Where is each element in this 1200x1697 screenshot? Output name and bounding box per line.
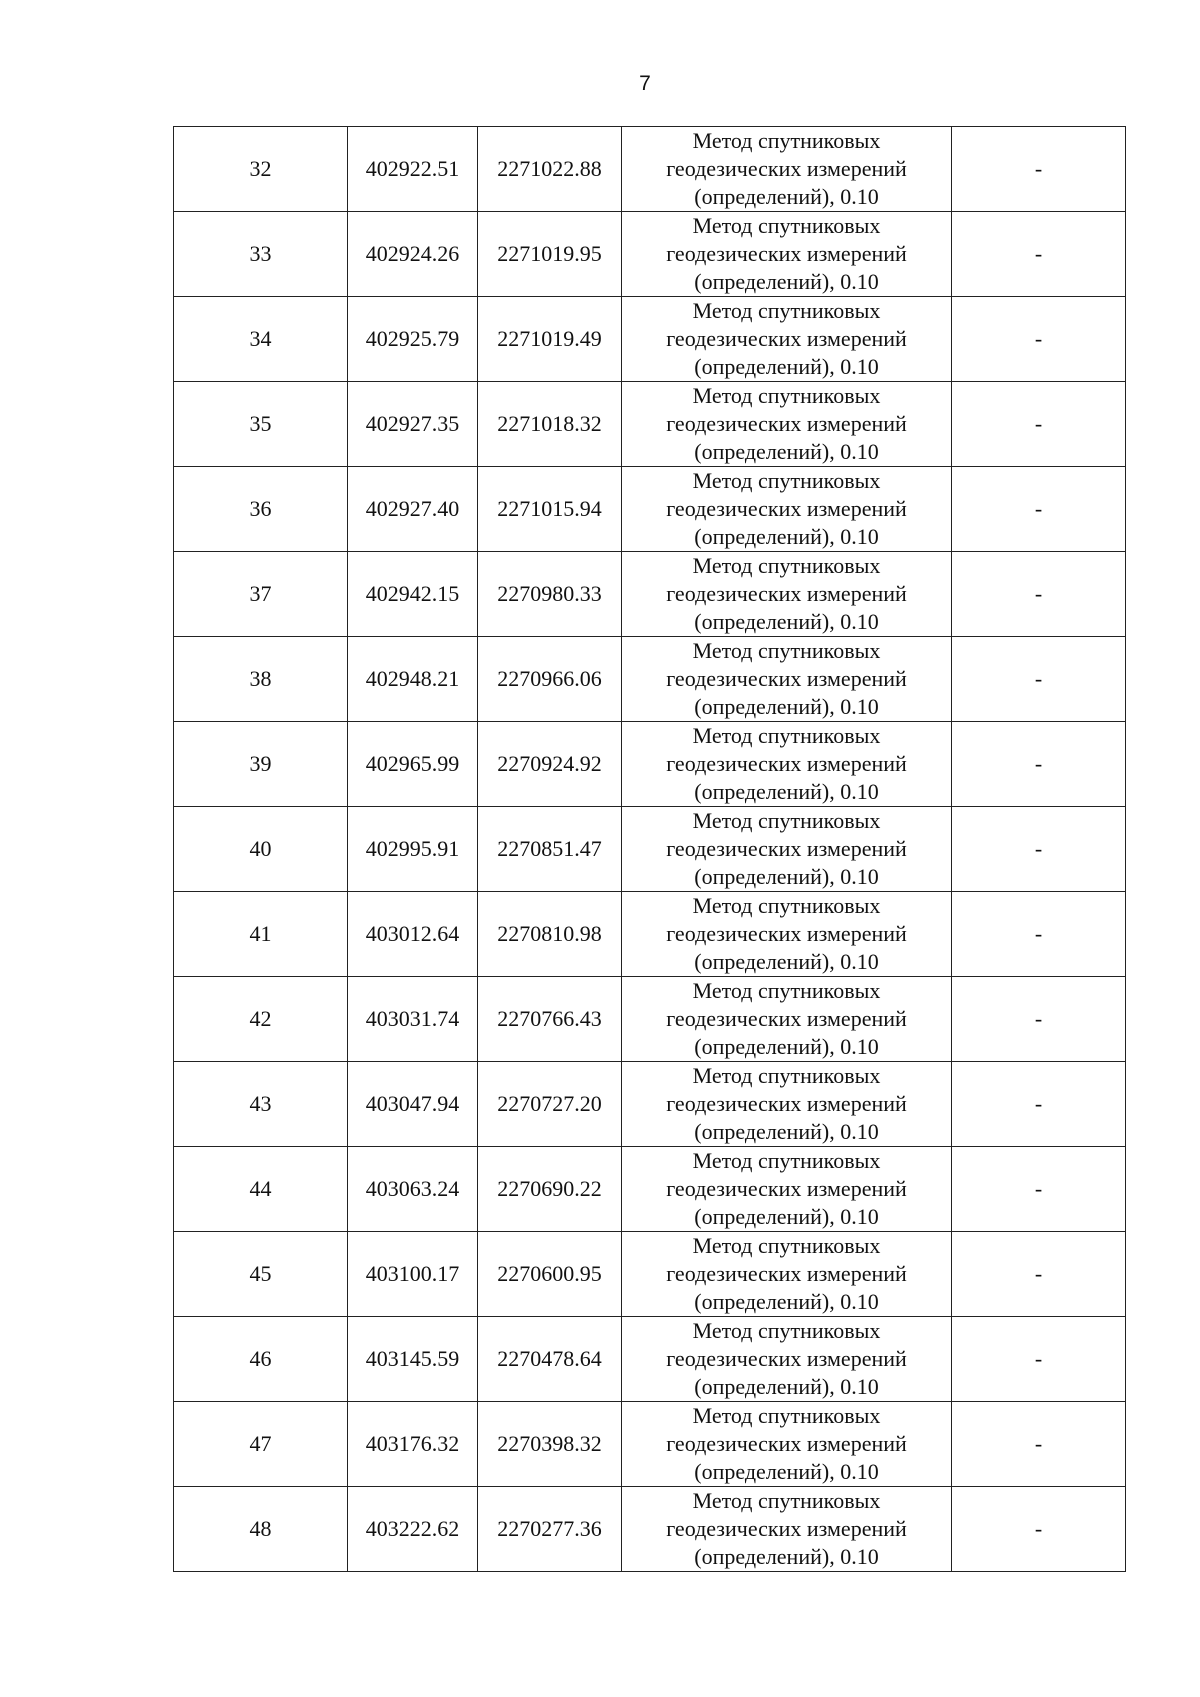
table-row — [174, 1487, 1126, 1572]
method-cell — [622, 1402, 952, 1487]
method-cell — [622, 892, 952, 977]
table-row — [174, 382, 1126, 467]
note-cell: - — [952, 977, 1126, 1062]
method-cell — [622, 552, 952, 637]
method-line: Метод спутниковых — [692, 723, 881, 748]
note-cell: - — [952, 722, 1126, 807]
method-line: Метод спутниковых — [692, 1063, 881, 1088]
table-row — [174, 1402, 1126, 1487]
table-row — [174, 297, 1126, 382]
method-line: Метод спутниковых — [692, 383, 881, 408]
method-line: Метод спутниковых — [692, 808, 881, 833]
point-number-cell: 44 — [174, 1147, 348, 1232]
method-cell — [622, 1062, 952, 1147]
x-coordinate-cell: 403222.62 — [348, 1487, 478, 1572]
method-cell — [622, 1317, 952, 1402]
coordinates-table-body — [174, 127, 1126, 1572]
x-coordinate-cell: 403012.64 — [348, 892, 478, 977]
method-line: (определений), 0.10 — [694, 1544, 879, 1569]
x-coordinate-cell: 402995.91 — [348, 807, 478, 892]
method-line: (определений), 0.10 — [694, 269, 879, 294]
method-line: геодезических измерений — [666, 1006, 907, 1031]
y-coordinate-cell: 2270766.43 — [478, 977, 622, 1062]
point-number-cell: 39 — [174, 722, 348, 807]
method-line: (определений), 0.10 — [694, 1204, 879, 1229]
method-line: (определений), 0.10 — [694, 864, 879, 889]
point-number-cell: 33 — [174, 212, 348, 297]
method-cell — [622, 382, 952, 467]
page-number: 7 — [639, 72, 651, 95]
method-line: Метод спутниковых — [692, 553, 881, 578]
method-cell — [622, 297, 952, 382]
method-cell — [622, 127, 952, 212]
x-coordinate-cell: 402948.21 — [348, 637, 478, 722]
point-number-cell: 38 — [174, 637, 348, 722]
method-line: (определений), 0.10 — [694, 184, 879, 209]
method-line: геодезических измерений — [666, 156, 907, 181]
table-row — [174, 1317, 1126, 1402]
point-number-cell: 36 — [174, 467, 348, 552]
note-cell: - — [952, 1147, 1126, 1232]
method-line: Метод спутниковых — [692, 213, 881, 238]
method-line: (определений), 0.10 — [694, 1459, 879, 1484]
method-cell — [622, 1232, 952, 1317]
y-coordinate-cell: 2271019.49 — [478, 297, 622, 382]
y-coordinate-cell: 2270277.36 — [478, 1487, 622, 1572]
table-row — [174, 1147, 1126, 1232]
method-line: геодезических измерений — [666, 241, 907, 266]
method-cell — [622, 467, 952, 552]
method-line: геодезических измерений — [666, 1431, 907, 1456]
method-line: геодезических измерений — [666, 411, 907, 436]
x-coordinate-cell: 402924.26 — [348, 212, 478, 297]
note-cell: - — [952, 1487, 1126, 1572]
method-line: Метод спутниковых — [692, 468, 881, 493]
table-row — [174, 892, 1126, 977]
method-cell — [622, 1147, 952, 1232]
point-number-cell: 45 — [174, 1232, 348, 1317]
y-coordinate-cell: 2271022.88 — [478, 127, 622, 212]
note-cell: - — [952, 637, 1126, 722]
x-coordinate-cell: 402927.40 — [348, 467, 478, 552]
method-line: Метод спутниковых — [692, 1488, 881, 1513]
method-line: Метод спутниковых — [692, 893, 881, 918]
y-coordinate-cell: 2270478.64 — [478, 1317, 622, 1402]
method-line: (определений), 0.10 — [694, 694, 879, 719]
method-line: Метод спутниковых — [692, 128, 881, 153]
method-line: геодезических измерений — [666, 836, 907, 861]
table-row — [174, 552, 1126, 637]
method-line: Метод спутниковых — [692, 978, 881, 1003]
table-row — [174, 1062, 1126, 1147]
note-cell: - — [952, 212, 1126, 297]
method-line: геодезических измерений — [666, 581, 907, 606]
table-row — [174, 467, 1126, 552]
method-line: (определений), 0.10 — [694, 1289, 879, 1314]
method-line: (определений), 0.10 — [694, 609, 879, 634]
table-row — [174, 127, 1126, 212]
method-line: (определений), 0.10 — [694, 1119, 879, 1144]
method-line: Метод спутниковых — [692, 1318, 881, 1343]
x-coordinate-cell: 402922.51 — [348, 127, 478, 212]
table-row — [174, 1232, 1126, 1317]
point-number-cell: 32 — [174, 127, 348, 212]
y-coordinate-cell: 2270398.32 — [478, 1402, 622, 1487]
x-coordinate-cell: 402927.35 — [348, 382, 478, 467]
method-line: геодезических измерений — [666, 1091, 907, 1116]
x-coordinate-cell: 402965.99 — [348, 722, 478, 807]
note-cell: - — [952, 1232, 1126, 1317]
note-cell: - — [952, 807, 1126, 892]
point-number-cell: 46 — [174, 1317, 348, 1402]
x-coordinate-cell: 403176.32 — [348, 1402, 478, 1487]
method-cell — [622, 722, 952, 807]
method-cell — [622, 807, 952, 892]
y-coordinate-cell: 2270727.20 — [478, 1062, 622, 1147]
point-number-cell: 34 — [174, 297, 348, 382]
point-number-cell: 43 — [174, 1062, 348, 1147]
method-line: геодезических измерений — [666, 1176, 907, 1201]
note-cell: - — [952, 1402, 1126, 1487]
y-coordinate-cell: 2271018.32 — [478, 382, 622, 467]
x-coordinate-cell: 403063.24 — [348, 1147, 478, 1232]
x-coordinate-cell: 403047.94 — [348, 1062, 478, 1147]
point-number-cell: 37 — [174, 552, 348, 637]
note-cell: - — [952, 1062, 1126, 1147]
method-line: (определений), 0.10 — [694, 524, 879, 549]
method-line: геодезических измерений — [666, 921, 907, 946]
x-coordinate-cell: 403100.17 — [348, 1232, 478, 1317]
y-coordinate-cell: 2270600.95 — [478, 1232, 622, 1317]
method-line: Метод спутниковых — [692, 638, 881, 663]
table-row — [174, 637, 1126, 722]
method-line: (определений), 0.10 — [694, 1034, 879, 1059]
point-number-cell: 42 — [174, 977, 348, 1062]
note-cell: - — [952, 892, 1126, 977]
method-line: геодезических измерений — [666, 1516, 907, 1541]
y-coordinate-cell: 2271015.94 — [478, 467, 622, 552]
method-line: Метод спутниковых — [692, 1233, 881, 1258]
note-cell: - — [952, 552, 1126, 637]
point-number-cell: 40 — [174, 807, 348, 892]
coordinates-table — [173, 126, 1126, 1572]
note-cell: - — [952, 382, 1126, 467]
method-cell — [622, 212, 952, 297]
method-line: (определений), 0.10 — [694, 949, 879, 974]
method-line: Метод спутниковых — [692, 1148, 881, 1173]
method-line: (определений), 0.10 — [694, 1374, 879, 1399]
method-line: (определений), 0.10 — [694, 354, 879, 379]
table-row — [174, 722, 1126, 807]
note-cell: - — [952, 1317, 1126, 1402]
x-coordinate-cell: 402925.79 — [348, 297, 478, 382]
method-line: геодезических измерений — [666, 751, 907, 776]
point-number-cell: 35 — [174, 382, 348, 467]
method-line: (определений), 0.10 — [694, 439, 879, 464]
table-row — [174, 807, 1126, 892]
method-line: геодезических измерений — [666, 496, 907, 521]
y-coordinate-cell: 2270810.98 — [478, 892, 622, 977]
method-cell — [622, 1487, 952, 1572]
x-coordinate-cell: 403145.59 — [348, 1317, 478, 1402]
x-coordinate-cell: 403031.74 — [348, 977, 478, 1062]
point-number-cell: 47 — [174, 1402, 348, 1487]
method-line: (определений), 0.10 — [694, 779, 879, 804]
method-line: геодезических измерений — [666, 666, 907, 691]
y-coordinate-cell: 2271019.95 — [478, 212, 622, 297]
y-coordinate-cell: 2270924.92 — [478, 722, 622, 807]
y-coordinate-cell: 2270690.22 — [478, 1147, 622, 1232]
method-cell — [622, 977, 952, 1062]
method-line: геодезических измерений — [666, 1261, 907, 1286]
note-cell: - — [952, 127, 1126, 212]
note-cell: - — [952, 297, 1126, 382]
method-line: Метод спутниковых — [692, 1403, 881, 1428]
x-coordinate-cell: 402942.15 — [348, 552, 478, 637]
method-cell — [622, 637, 952, 722]
method-line: геодезических измерений — [666, 1346, 907, 1371]
note-cell: - — [952, 467, 1126, 552]
table-row — [174, 977, 1126, 1062]
method-line: геодезических измерений — [666, 326, 907, 351]
point-number-cell: 41 — [174, 892, 348, 977]
y-coordinate-cell: 2270980.33 — [478, 552, 622, 637]
table-row — [174, 212, 1126, 297]
point-number-cell: 48 — [174, 1487, 348, 1572]
method-line: Метод спутниковых — [692, 298, 881, 323]
y-coordinate-cell: 2270966.06 — [478, 637, 622, 722]
y-coordinate-cell: 2270851.47 — [478, 807, 622, 892]
